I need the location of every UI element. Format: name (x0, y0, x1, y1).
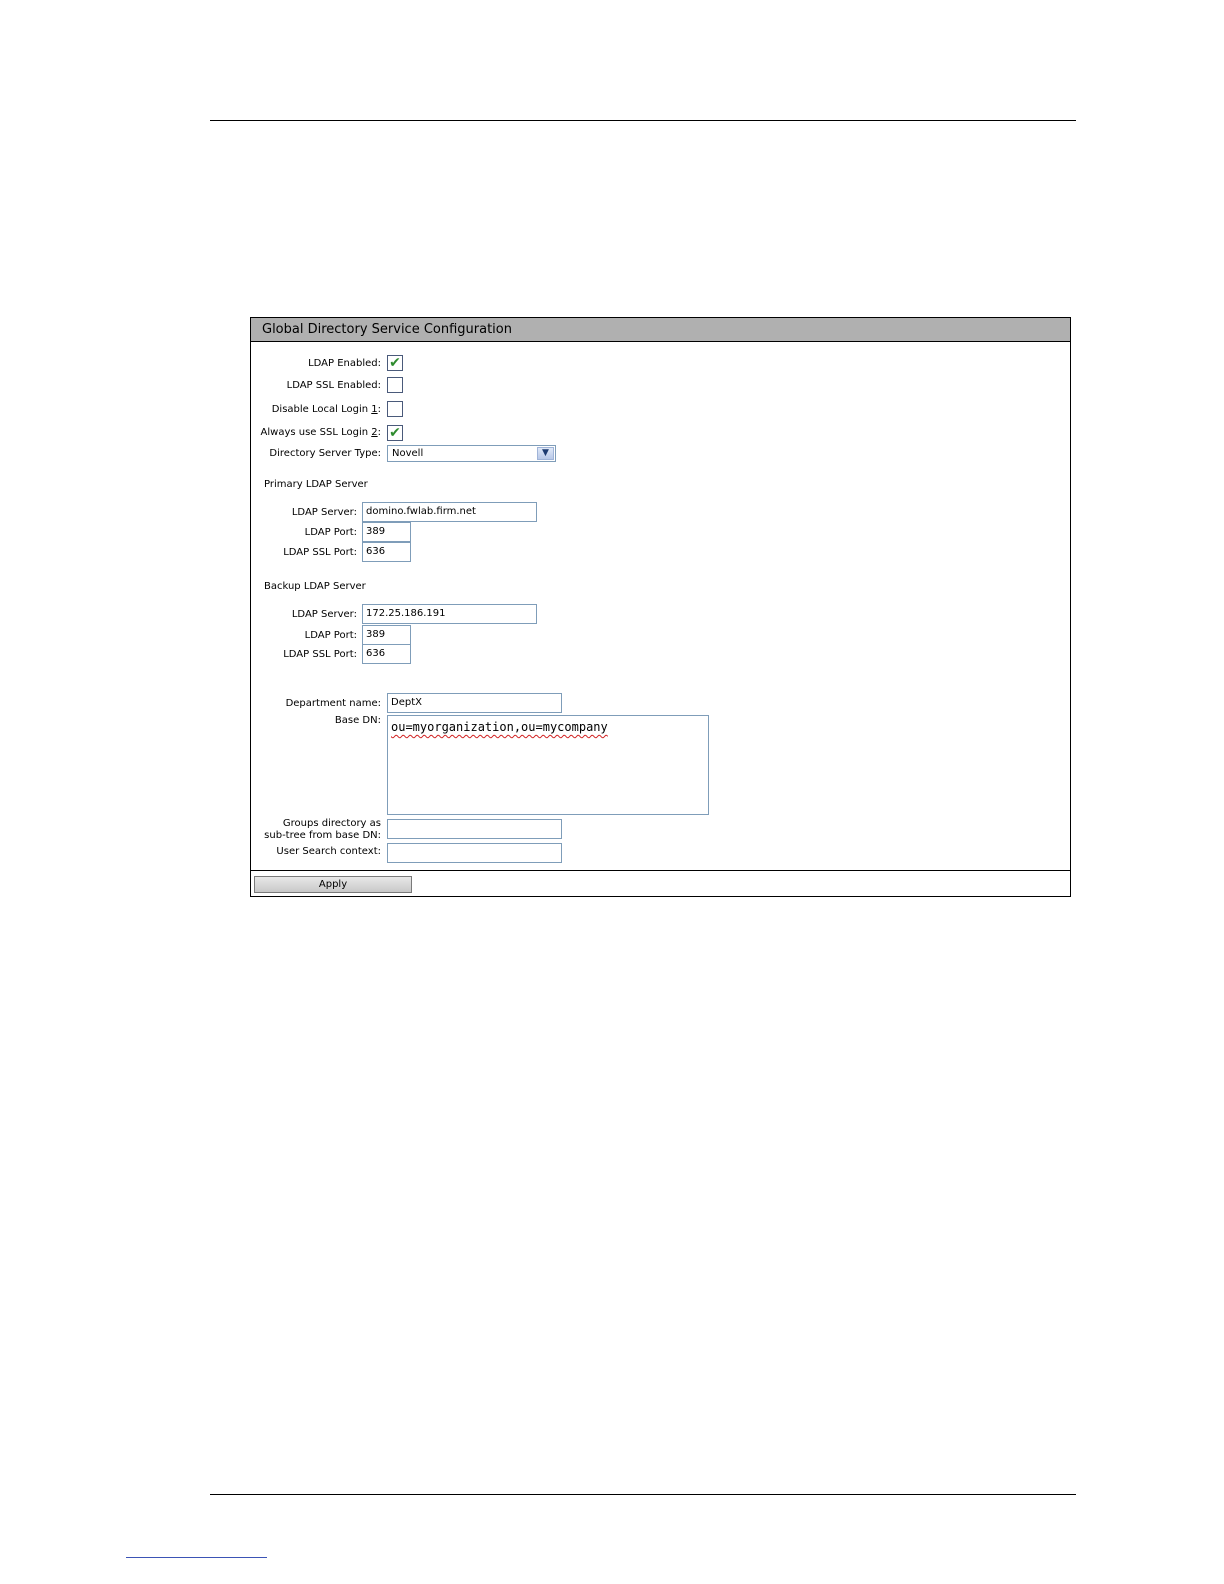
primary-section-title: Primary LDAP Server (264, 479, 368, 490)
primary-ssl-port-label: LDAP SSL Port: (283, 547, 357, 558)
backup-section-title: Backup LDAP Server (264, 581, 366, 592)
primary-port-label: LDAP Port: (304, 527, 357, 538)
backup-ssl-port-label: LDAP SSL Port: (283, 649, 357, 660)
user-search-input[interactable] (387, 843, 562, 863)
always-ssl-login-label (261, 427, 381, 439)
department-input[interactable]: DeptX (387, 693, 562, 713)
primary-server-input[interactable]: domino.fwlab.firm.net (362, 502, 537, 522)
primary-ssl-port-input[interactable]: 636 (362, 542, 411, 562)
backup-port-input[interactable]: 389 (362, 625, 411, 645)
backup-ssl-port-input[interactable]: 636 (362, 644, 411, 664)
department-label: Department name: (285, 698, 381, 709)
label-colon: : (377, 427, 381, 438)
disable-local-login-checkbox[interactable] (387, 401, 403, 417)
server-type-label: Directory Server Type: (269, 448, 381, 459)
panel-footer (251, 870, 1070, 896)
apply-button[interactable]: Apply (254, 876, 412, 893)
user-search-label: User Search context: (276, 846, 381, 857)
ldap-enabled-label: LDAP Enabled: (308, 358, 381, 369)
footnote-link-2[interactable]: 2 (371, 427, 378, 438)
backup-port-label: LDAP Port: (304, 630, 357, 641)
ldap-ssl-enabled-checkbox[interactable] (387, 377, 403, 393)
footnote-separator (126, 1557, 267, 1558)
base-dn-value: ou=myorganization,ou=mycompany (391, 720, 608, 734)
primary-port-input[interactable]: 389 (362, 522, 411, 542)
chevron-down-icon[interactable]: ▼ (537, 447, 554, 460)
panel-title: Global Directory Service Configuration (251, 318, 1070, 342)
backup-server-label: LDAP Server: (291, 609, 357, 620)
ldap-enabled-checkbox[interactable] (387, 355, 403, 371)
groups-subtree-input[interactable] (387, 819, 562, 839)
page-header-rule (210, 120, 1076, 121)
base-dn-textarea[interactable] (387, 715, 709, 815)
always-ssl-login-checkbox[interactable] (387, 425, 403, 441)
primary-server-label: LDAP Server: (291, 507, 357, 518)
groups-label-line1: Groups directory as (282, 818, 381, 829)
disable-local-login-text: Disable Local Login (271, 404, 372, 415)
label-colon: : (377, 404, 381, 415)
backup-server-input[interactable]: 172.25.186.191 (362, 604, 537, 624)
footnote-link-1[interactable]: 1 (371, 404, 378, 415)
ldap-ssl-enabled-label: LDAP SSL Enabled: (286, 380, 381, 391)
base-dn-label: Base DN: (334, 715, 381, 726)
page-footer-rule (210, 1494, 1076, 1495)
check-icon: ✔ (389, 355, 401, 371)
check-icon: ✔ (389, 425, 401, 441)
disable-local-login-label (272, 404, 381, 416)
server-type-value: Novell (392, 448, 424, 459)
always-ssl-login-text: Always use SSL Login (260, 427, 372, 438)
server-type-select[interactable] (387, 445, 556, 462)
directory-config-panel (250, 317, 1071, 897)
groups-label-line2: sub-tree from base DN: (264, 830, 381, 841)
